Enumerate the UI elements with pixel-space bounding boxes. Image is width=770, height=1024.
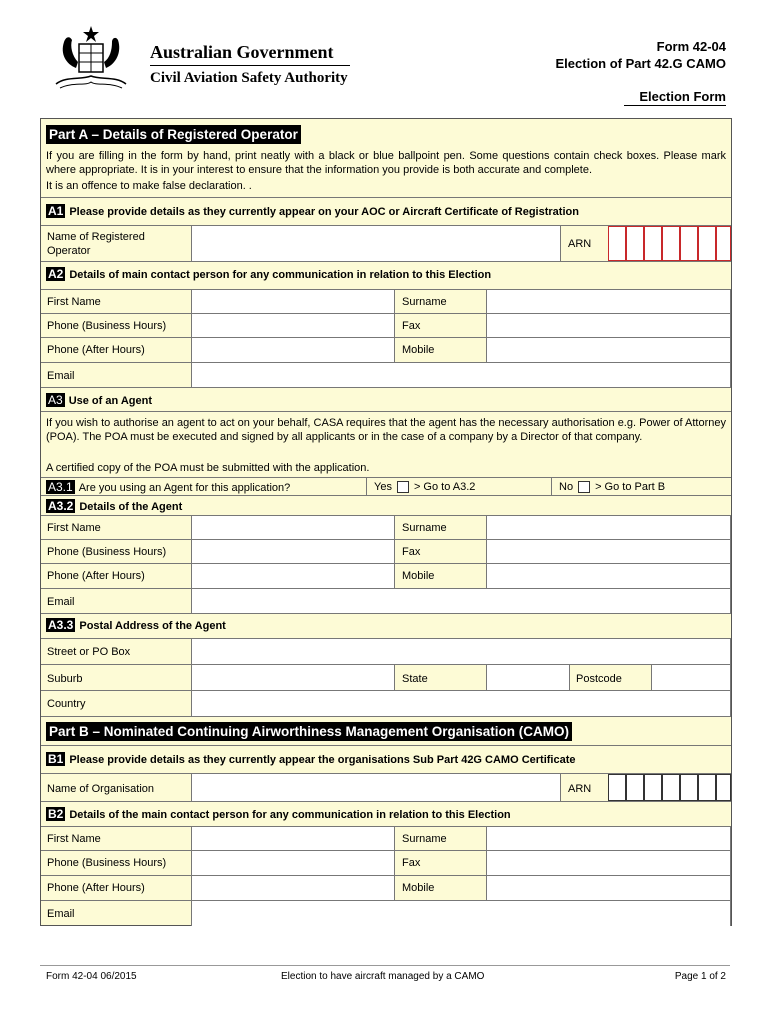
first-name-label: First Name bbox=[47, 522, 101, 534]
camo-email-row bbox=[41, 900, 731, 926]
section-title: Please provide details as they currently appear the organisations Sub Part 42G CAMO Certificate bbox=[69, 754, 576, 766]
state-input[interactable] bbox=[486, 665, 570, 690]
arn-digit-1[interactable] bbox=[608, 226, 626, 261]
phone-after-label: Phone (After Hours) bbox=[47, 570, 145, 582]
org-arn-digit-5[interactable] bbox=[680, 774, 698, 801]
mobile-label: Mobile bbox=[402, 882, 435, 894]
part-a-heading: Part A – Details of Registered Operator bbox=[46, 125, 301, 144]
organisation-name-row bbox=[41, 773, 731, 801]
section-tag: B2 bbox=[48, 807, 64, 821]
arn-digit-7[interactable] bbox=[716, 226, 731, 261]
email-label: Email bbox=[47, 596, 75, 608]
footer-divider bbox=[40, 965, 730, 966]
divider bbox=[41, 411, 731, 412]
agent-surname-input[interactable] bbox=[486, 516, 731, 539]
divider bbox=[41, 613, 731, 614]
section-b2-heading bbox=[46, 807, 511, 822]
agent-phone-business-row bbox=[41, 539, 731, 563]
form-type: Election Form bbox=[639, 89, 726, 104]
camo-phone-business-input[interactable] bbox=[191, 851, 395, 875]
divider bbox=[41, 801, 731, 802]
suburb-row bbox=[41, 664, 731, 690]
phone-after-input[interactable] bbox=[191, 338, 395, 362]
divider bbox=[551, 478, 552, 496]
section-tag: B1 bbox=[48, 752, 64, 766]
section-tag: A2 bbox=[48, 267, 64, 281]
question-text: Are you using an Agent for this application? bbox=[78, 482, 291, 494]
mobile-label: Mobile bbox=[402, 570, 435, 582]
no-checkbox[interactable] bbox=[578, 481, 590, 493]
phone-business-label: Phone (Business Hours) bbox=[47, 546, 167, 558]
surname-label: Surname bbox=[402, 296, 447, 308]
section-a33-heading bbox=[46, 618, 226, 633]
arn-digit-2[interactable] bbox=[626, 226, 644, 261]
camo-first-name-input[interactable] bbox=[191, 827, 395, 850]
agent-phone-after-input[interactable] bbox=[191, 564, 395, 588]
agent-mobile-input[interactable] bbox=[486, 564, 731, 588]
fax-label: Fax bbox=[402, 857, 421, 869]
divider bbox=[41, 197, 731, 198]
first-name-row bbox=[41, 289, 731, 313]
camo-phone-after-row bbox=[41, 875, 731, 900]
yes-checkbox[interactable] bbox=[397, 481, 409, 493]
street-input[interactable] bbox=[191, 639, 731, 664]
no-instruction: > Go to Part B bbox=[595, 481, 666, 493]
section-title: Please provide details as they currently appear on your AOC or Aircraft Certificate of Registration bbox=[69, 206, 579, 218]
phone-after-label: Phone (After Hours) bbox=[47, 344, 145, 356]
state-label: State bbox=[402, 673, 428, 685]
organisation-name-input[interactable] bbox=[191, 774, 561, 801]
email-input[interactable] bbox=[191, 363, 731, 387]
yes-instruction: > Go to A3.2 bbox=[413, 481, 476, 493]
section-a32-heading bbox=[46, 499, 182, 514]
election-form-body bbox=[40, 118, 732, 926]
fax-label: Fax bbox=[402, 546, 421, 558]
camo-phone-business-row bbox=[41, 850, 731, 875]
country-input[interactable] bbox=[191, 691, 731, 716]
divider bbox=[41, 716, 731, 717]
camo-first-name-row bbox=[41, 826, 731, 850]
section-tag: A3.3 bbox=[48, 618, 74, 632]
organisation-name-label: Name of Organisation bbox=[47, 783, 154, 795]
divider bbox=[366, 478, 367, 496]
first-name-label: First Name bbox=[47, 296, 101, 308]
section-a3-heading bbox=[46, 393, 152, 408]
part-b-heading: Part B – Nominated Continuing Airworthiness Management Organisation (CAMO) bbox=[46, 722, 572, 741]
operator-name-row bbox=[41, 225, 731, 261]
question-a31 bbox=[46, 480, 290, 495]
page-header bbox=[40, 20, 730, 110]
postcode-label: Postcode bbox=[576, 673, 622, 685]
divider bbox=[41, 387, 731, 388]
form-title: Election of Part 42.G CAMO bbox=[555, 56, 726, 71]
camo-surname-input[interactable] bbox=[486, 827, 731, 850]
divider bbox=[41, 745, 731, 746]
suburb-label: Suburb bbox=[47, 673, 83, 685]
agent-fax-input[interactable] bbox=[486, 540, 731, 563]
agent-email-input[interactable] bbox=[191, 589, 731, 613]
phone-business-row bbox=[41, 313, 731, 337]
section-tag: A1 bbox=[48, 204, 64, 218]
camo-email-input[interactable] bbox=[191, 901, 731, 926]
email-row bbox=[41, 362, 731, 387]
section-tag: A3.2 bbox=[48, 499, 74, 513]
arn-digit-4[interactable] bbox=[662, 226, 680, 261]
yes-label: Yes bbox=[374, 481, 392, 493]
false-declaration-warning: It is an offence to make false declaration. . bbox=[46, 180, 252, 192]
agent-question-row bbox=[41, 477, 731, 495]
section-title: Details of the Agent bbox=[79, 501, 183, 513]
camo-mobile-input[interactable] bbox=[486, 876, 731, 900]
surname-input[interactable] bbox=[486, 290, 731, 313]
phone-business-input[interactable] bbox=[191, 314, 395, 337]
fax-label: Fax bbox=[402, 320, 421, 332]
poa-note: A certified copy of the POA must be submitted with the application. bbox=[46, 462, 370, 474]
country-row bbox=[41, 690, 731, 716]
form-id-block bbox=[556, 38, 726, 72]
first-name-label: First Name bbox=[47, 833, 101, 845]
org-arn-digit-2[interactable] bbox=[626, 774, 644, 801]
org-arn-digit-3[interactable] bbox=[644, 774, 662, 801]
mobile-label: Mobile bbox=[402, 344, 435, 356]
no-label: No bbox=[559, 481, 574, 493]
agency-name: Civil Aviation Safety Authority bbox=[150, 70, 348, 86]
arn-digit-3[interactable] bbox=[644, 226, 662, 261]
section-a1-heading bbox=[46, 204, 579, 219]
form-number: Form 42-04 bbox=[656, 39, 726, 54]
section-title: Use of an Agent bbox=[68, 395, 153, 407]
surname-label: Surname bbox=[402, 833, 447, 845]
camo-fax-input[interactable] bbox=[486, 851, 731, 875]
first-name-input[interactable] bbox=[191, 290, 395, 313]
mobile-input[interactable] bbox=[486, 338, 731, 362]
phone-after-row bbox=[41, 337, 731, 362]
suburb-input[interactable] bbox=[191, 665, 395, 690]
org-arn-digit-6[interactable] bbox=[698, 774, 716, 801]
country-label: Country bbox=[47, 698, 86, 710]
surname-label: Surname bbox=[402, 522, 447, 534]
agent-email-row bbox=[41, 588, 731, 613]
section-a2-heading bbox=[46, 267, 491, 282]
fax-input[interactable] bbox=[486, 314, 731, 337]
email-label: Email bbox=[47, 370, 75, 382]
operator-name-label: Name of Registered Operator bbox=[47, 231, 145, 257]
agent-first-name-row bbox=[41, 515, 731, 539]
section-title: Postal Address of the Agent bbox=[79, 620, 226, 632]
street-label: Street or PO Box bbox=[47, 646, 131, 658]
section-tag: A3 bbox=[48, 393, 63, 407]
page-number: Page 1 of 2 bbox=[674, 971, 726, 982]
postcode-input[interactable] bbox=[651, 665, 731, 690]
form-type-underline bbox=[624, 105, 726, 106]
divider bbox=[41, 495, 731, 496]
yes-option bbox=[374, 480, 475, 494]
part-a-instructions: If you are filling in the form by hand, print neatly with a black or blue ballpoint pen. Some questions contain check boxes. Please mark where appropriate. It is in your interest to ensure that the information you provide is both accurate and complete. bbox=[46, 150, 726, 176]
street-row bbox=[41, 638, 731, 664]
email-label: Email bbox=[47, 908, 75, 920]
agent-phone-business-input[interactable] bbox=[191, 540, 395, 563]
section-title: Details of main contact person for any communication in relation to this Election bbox=[69, 269, 492, 281]
arn-label: ARN bbox=[568, 238, 592, 250]
org-arn-digit-1[interactable] bbox=[608, 774, 626, 801]
org-arn-digit-7[interactable] bbox=[716, 774, 731, 801]
section-b1-heading bbox=[46, 752, 576, 767]
camo-phone-after-input[interactable] bbox=[191, 876, 395, 900]
phone-business-label: Phone (Business Hours) bbox=[47, 320, 167, 332]
agent-instructions: If you wish to authorise an agent to act on your behalf, CASA requires that the agent has the necessary authorisation e.g. Power of Attorney (POA). The POA must be executed and signed by all applicants or in the case of a company by a Director of that company. bbox=[46, 417, 726, 443]
header-divider bbox=[150, 65, 350, 66]
section-tag: A3.1 bbox=[48, 480, 73, 494]
no-option bbox=[559, 480, 665, 494]
government-title: Australian Government bbox=[150, 42, 334, 62]
arn-digit-5[interactable] bbox=[680, 226, 698, 261]
phone-business-label: Phone (Business Hours) bbox=[47, 857, 167, 869]
agent-first-name-input[interactable] bbox=[191, 516, 395, 539]
phone-after-label: Phone (After Hours) bbox=[47, 882, 145, 894]
section-title: Details of the main contact person for any communication in relation to this Election bbox=[69, 809, 511, 821]
divider bbox=[41, 261, 731, 262]
agent-phone-after-row bbox=[41, 563, 731, 588]
arn-label: ARN bbox=[568, 783, 592, 795]
operator-name-input[interactable] bbox=[191, 226, 561, 261]
coat-of-arms-logo bbox=[46, 24, 136, 94]
org-arn-digit-4[interactable] bbox=[662, 774, 680, 801]
footer-description: Election to have aircraft managed by a CAMO bbox=[281, 971, 485, 982]
arn-digit-6[interactable] bbox=[698, 226, 716, 261]
footer-form-id: Form 42-04 06/2015 bbox=[46, 971, 137, 982]
